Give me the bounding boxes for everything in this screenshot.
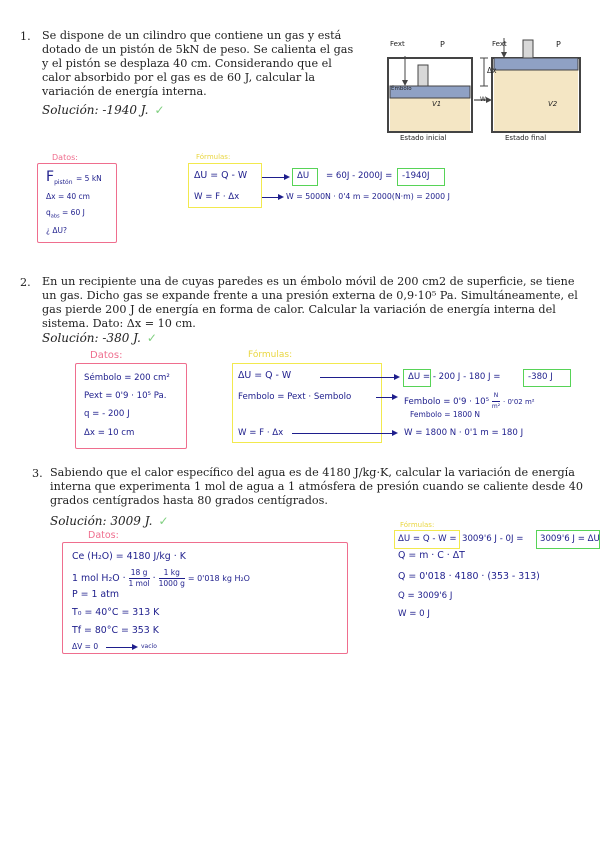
datos-2-sembolo: Sémbolo = 200 cm²: [84, 373, 170, 383]
embolo-label: Émbolo: [391, 86, 412, 92]
p-label-final: P: [556, 40, 561, 49]
frac-den: m²: [491, 403, 501, 410]
check-icon: ✓: [154, 103, 165, 117]
formulas-title-2: Fórmulas:: [248, 350, 293, 360]
formula-2-w: W = F · Δx: [238, 428, 284, 438]
unit-fraction: [492, 391, 501, 412]
piston-diagram: [380, 30, 600, 145]
datos-2-pext: Pext = 0'9 · 10⁵ Pa.: [84, 391, 167, 401]
frac-num: N: [492, 391, 501, 402]
datos-1-dx: Δx = 40 cm: [46, 192, 90, 201]
value: = 60 J: [62, 208, 85, 217]
datos-3-ce: Ce (H₂O) = 4180 J/kg · K: [72, 551, 186, 562]
piston-final: [494, 58, 578, 70]
v2-label: V2: [548, 100, 558, 108]
fraction-kg: [159, 568, 185, 589]
datos-1-du: ¿ ΔU?: [46, 226, 67, 235]
symbol-q: q: [46, 208, 51, 217]
datos-3-dv: ΔV = 0: [72, 642, 99, 651]
problem-1-number: 1.: [20, 30, 31, 43]
datos-3-p: P = 1 atm: [72, 589, 119, 600]
subscript-piston: pistón: [54, 179, 73, 187]
weight-final: [523, 40, 533, 58]
problem-1-text: Se dispone de un cilindro que contiene un gas y está dotado de un pistón de 5kN de peso. Se calienta el gas y el pistón se desplaza 40 cm. Considerando que el calor absorbido por el gas es de 60 J, calcular la variación de energía interna.: [42, 29, 354, 98]
step-3-q-formula: Q = m · C · ΔT: [398, 550, 465, 561]
arrow-icon: [106, 647, 136, 648]
step-3-du: ΔU = Q - W =: [398, 534, 457, 544]
step-3-q-result: Q = 3009'6 J: [398, 591, 453, 601]
formulas-title-3: Fórmulas:: [400, 521, 435, 529]
datos-3-tf: Tf = 80°C = 353 K: [72, 625, 159, 636]
datos-2-dx: Δx = 10 cm: [84, 428, 135, 438]
step-3-answer: 3009'6 J = ΔU: [540, 534, 600, 544]
arrow-icon: [292, 433, 396, 434]
problem-2-number: 2.: [20, 276, 31, 289]
formula-2-fembolo: Fembolo = Pext · Sembolo: [238, 392, 352, 402]
step-2-fembolo-result: Fembolo = 1800 N: [410, 410, 480, 419]
formula-2-du: ΔU = Q - W: [238, 370, 292, 381]
step-1-du: ΔU: [297, 171, 310, 181]
problem-3-number: 3.: [32, 467, 43, 480]
weight-initial: [418, 65, 428, 86]
gas-final: [494, 70, 578, 131]
step-2-answer: -380 J: [528, 372, 553, 382]
step-1-w: W = 5000N · 0'4 m = 2000(N·m) = 2000 J: [286, 192, 450, 201]
datos-3-vacio: vacío: [141, 643, 157, 650]
arrow-icon: [320, 377, 398, 378]
mass-result: = 0'018 kg H₂O: [187, 574, 250, 583]
p-label-initial: P: [440, 40, 445, 49]
formula-1-du: ΔU = Q - W: [194, 170, 248, 181]
problem-2-text: En un recipiente una de cuyas paredes es un émbolo móvil de 200 cm2 de superficie, se tiene un gas. Dicho gas se expande frente a una presión externa de 0,9·10⁵ Pa. Simultáneamente, el gas pierde 200 J de energía en forma de calor. Calcular la variación de energía interna del sistema. Dato: Δx = 10 cm.: [42, 275, 578, 330]
solution-text: Solución: 3009 J.: [50, 514, 153, 528]
v1-label: V1: [432, 100, 442, 108]
datos-title-1: Datos:: [52, 153, 78, 162]
datos-title-2: Datos:: [90, 350, 123, 361]
check-icon: ✓: [158, 514, 169, 528]
step-3-q-sub: Q = 0'018 · 4180 · (353 - 313): [398, 571, 540, 582]
step-3-w: W = 0 J: [398, 609, 430, 619]
step-2-fembolo-rhs: · 0'02 m²: [503, 398, 535, 406]
datos-3-t0: T₀ = 40°C = 313 K: [72, 607, 160, 618]
frac-den: 1 mol: [128, 579, 150, 588]
fext-label-final: Fext: [492, 40, 507, 48]
step-2-w: W = 1800 N · 0'1 m = 180 J: [404, 428, 524, 438]
step-3-calc: 3009'6 J - 0J =: [462, 534, 524, 544]
frac-num: 1 kg: [159, 568, 185, 579]
subscript-abs: abs: [50, 213, 60, 220]
w-label: W: [480, 96, 486, 103]
step-1-calc: = 60J - 2000J =: [326, 171, 393, 181]
datos-1-fpiston: [46, 169, 102, 186]
dx-label: Δx: [487, 66, 497, 75]
arrow-icon: [262, 197, 282, 198]
problem-1-solution: [42, 103, 165, 117]
formulas-title-1: Fórmulas:: [196, 153, 231, 161]
datos-2-q: q = - 200 J: [84, 409, 130, 419]
datos-3-mass: [72, 568, 250, 589]
problem-3-solution: [50, 514, 169, 528]
mass-mol: 1 mol H₂O ·: [72, 573, 126, 584]
problem-2-solution: [42, 331, 157, 345]
fext-label-initial: Fext: [390, 40, 405, 48]
frac-den: 1000 g: [158, 579, 185, 588]
solution-text: Solución: -1940 J.: [42, 103, 149, 117]
frac-num: 18 g: [129, 568, 150, 579]
symbol-f: F: [46, 169, 55, 185]
step-2-fembolo-lhs: Fembolo = 0'9 · 10⁵: [404, 397, 490, 407]
estado-final-label: Estado final: [505, 134, 547, 142]
datos-title-3: Datos:: [88, 530, 119, 541]
arrow-icon: [262, 177, 288, 178]
dot: ·: [152, 573, 156, 584]
step-2-du: ΔU = - 200 J - 180 J =: [408, 372, 501, 382]
problem-3-text: Sabiendo que el calor específico del agua es de 4180 J/kg·K, calcular la variación de energía interna que experimenta 1 mol de agua a 1 atmósfera de presión cuando se caliente desde 40 grados centígrados hasta 80 grados centígrados.: [50, 466, 583, 507]
value: = 5 kN: [76, 174, 102, 183]
formula-1-w: W = F · Δx: [194, 192, 240, 202]
step-2-fembolo: [404, 391, 535, 412]
estado-inicial-label: Estado inicial: [400, 134, 447, 142]
arrow-icon: [376, 397, 396, 398]
datos-1-qabs: [46, 208, 85, 220]
step-1-answer: -1940J: [402, 171, 430, 181]
check-icon: ✓: [146, 331, 157, 345]
gas-initial: [390, 98, 470, 131]
solution-text: Solución: -380 J.: [42, 331, 141, 345]
fraction-molar: [129, 568, 150, 589]
